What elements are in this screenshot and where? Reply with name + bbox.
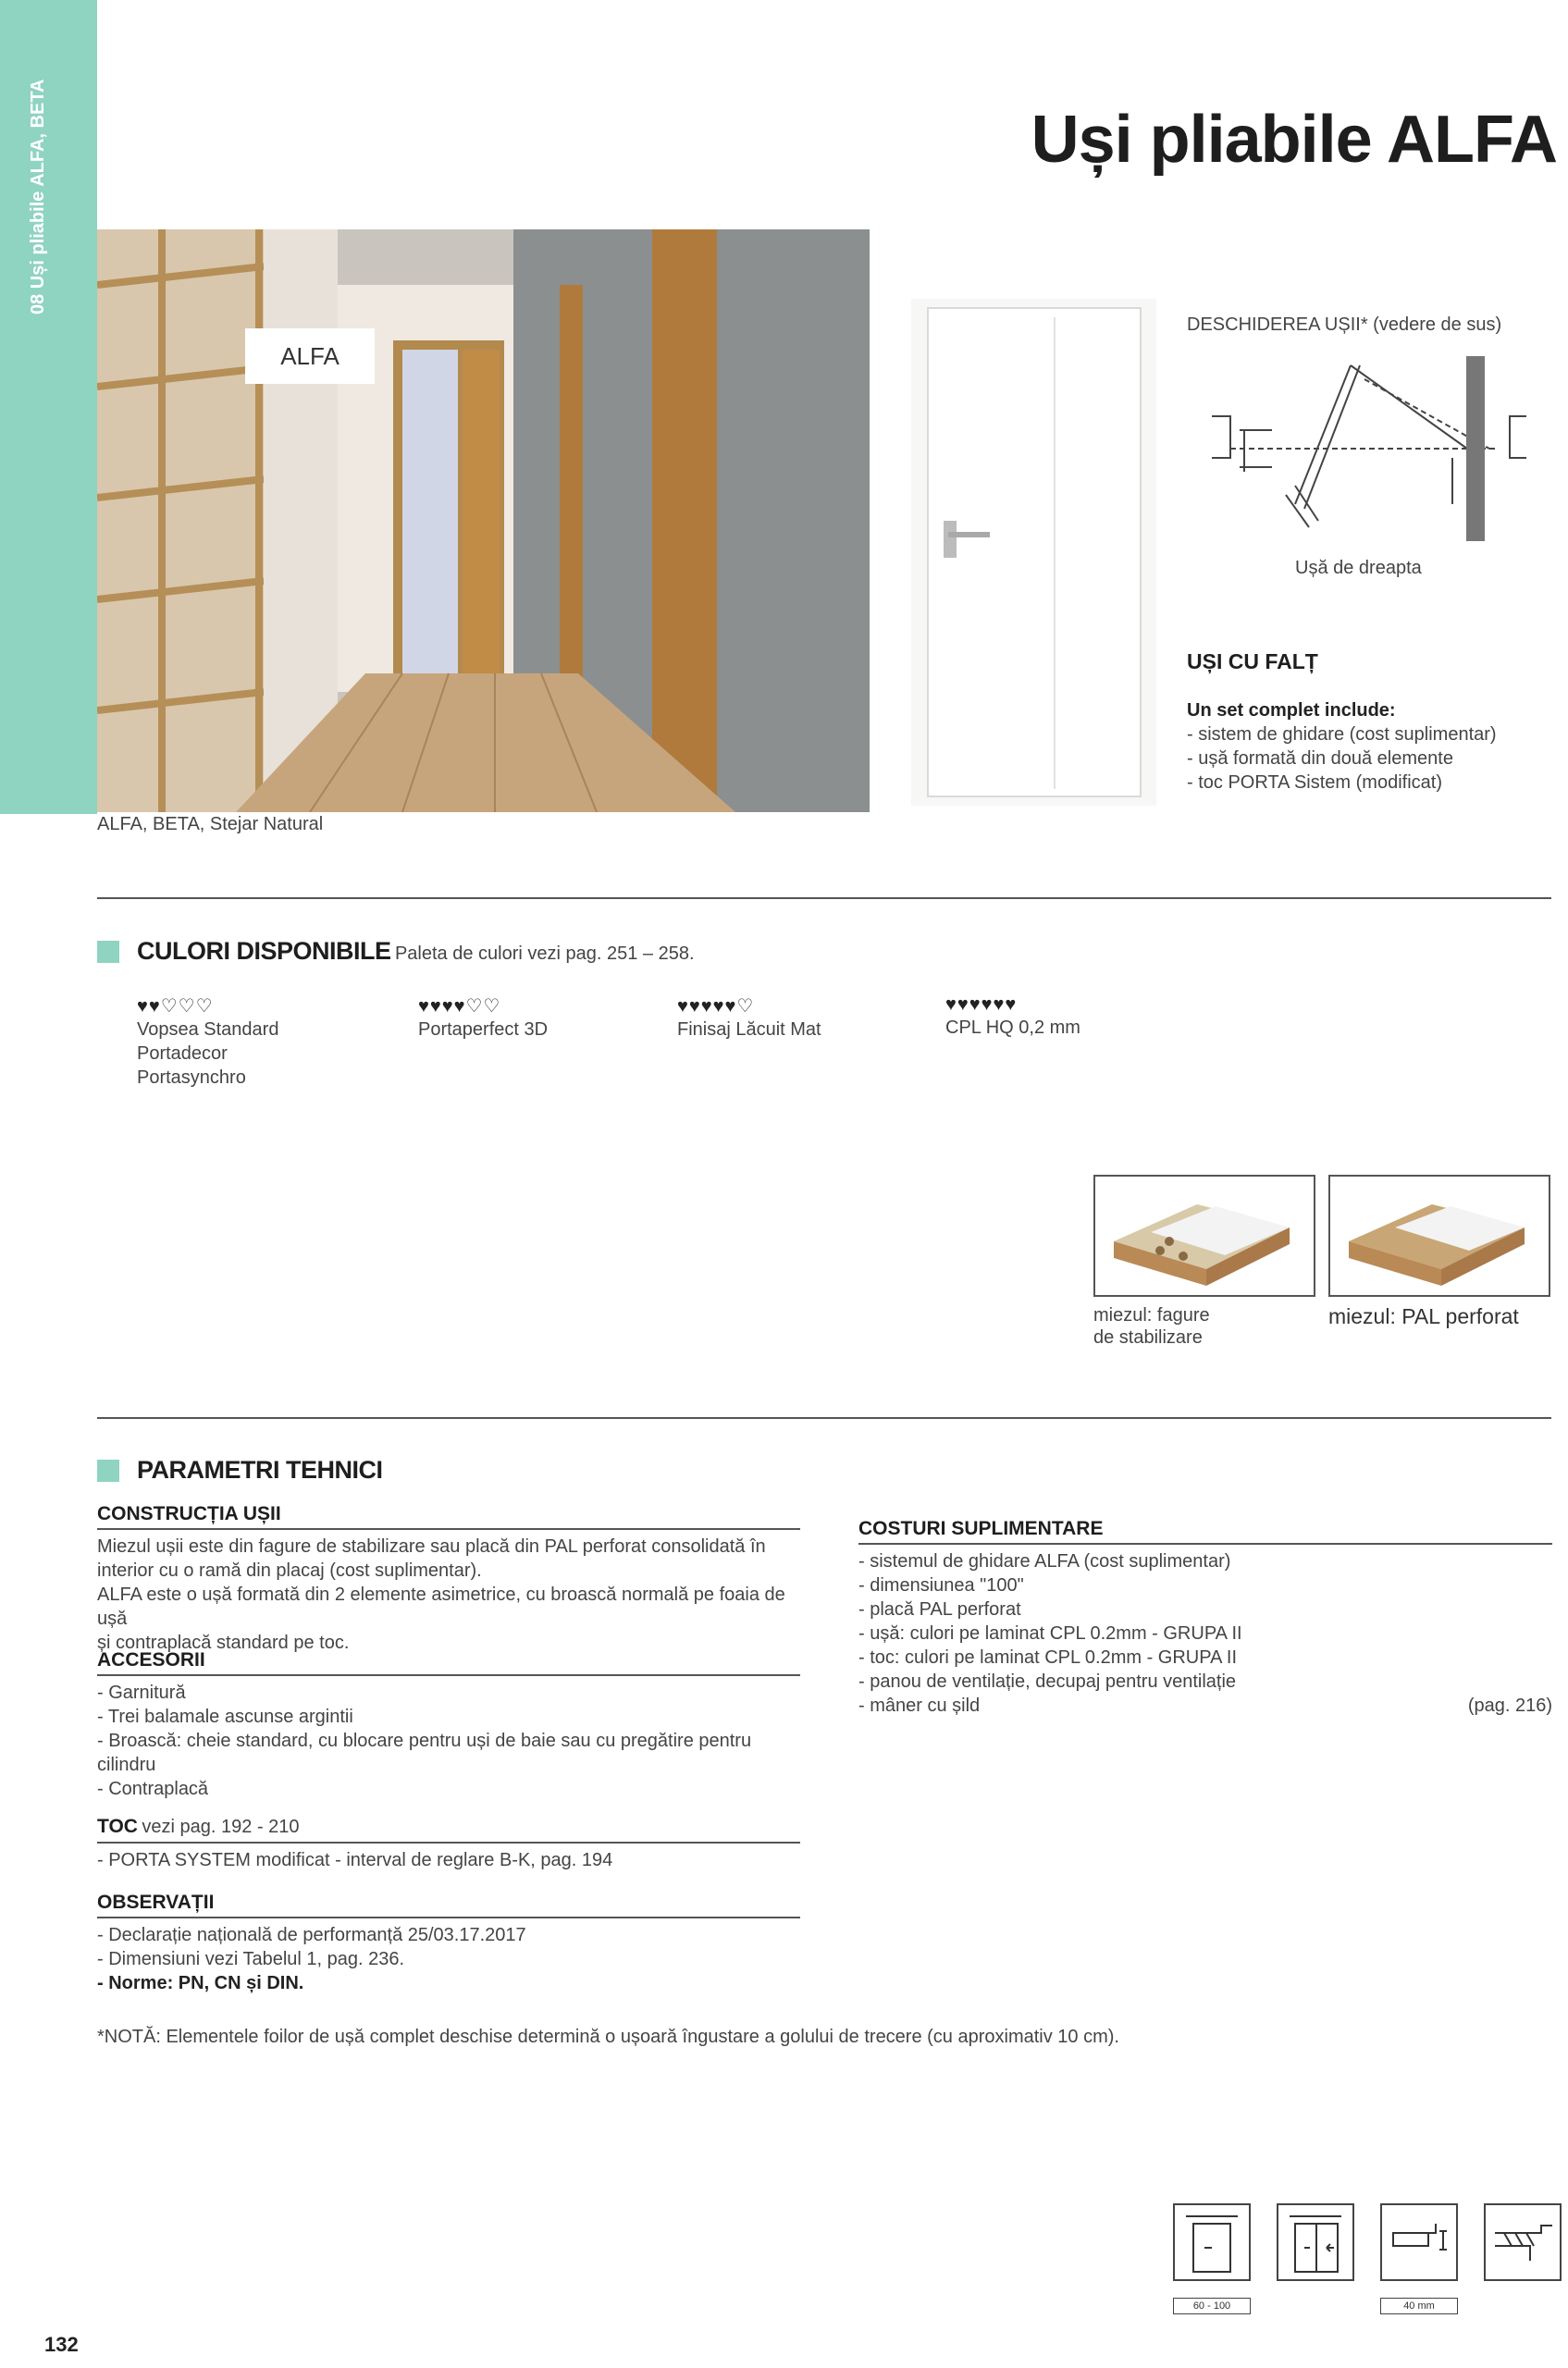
opening-caption: Ușă de dreapta — [1295, 558, 1422, 578]
sub-divider — [858, 1543, 1552, 1545]
color-option — [677, 994, 821, 1042]
falt-item: - sistem de ghidare (cost suplimentar) — [1187, 724, 1497, 745]
rating-icons: ♥♥♥♥♥♥ — [945, 994, 1018, 1015]
construction-block — [97, 1503, 800, 1655]
door-product-image — [911, 299, 1156, 806]
section-divider — [97, 1417, 1551, 1419]
core-honeycomb-image — [1093, 1175, 1315, 1297]
section-marker — [97, 1460, 119, 1482]
color-option — [945, 994, 1080, 1040]
photo-label: ALFA — [245, 328, 375, 384]
colors-subtitle: Paleta de culori vezi pag. 251 – 258. — [394, 944, 695, 964]
rating-icons: ♥♥♡♡♡ — [137, 996, 214, 1017]
core-label-line: miezul: PAL perforat — [1328, 1304, 1519, 1328]
core-label — [1328, 1304, 1519, 1329]
accessory-item: - Garnitură — [97, 1683, 186, 1703]
params-title: PARAMETRI TEHNICI — [137, 1456, 383, 1484]
notes-block — [97, 1892, 800, 1995]
color-option-label: Portasynchro — [137, 1067, 246, 1088]
notes-norms: - Norme: PN, CN și DIN. — [97, 1973, 304, 1993]
falt-title: UȘI CU FALȚ — [1187, 649, 1318, 673]
cost-item: - toc: culori pe laminat CPL 0.2mm - GRUPA II — [858, 1647, 1238, 1668]
color-option-label: Finisaj Lăcuit Mat — [677, 1019, 821, 1040]
falt-set — [1187, 698, 1497, 795]
construction-line: interior cu o ramă din placaj (cost suplimentar). — [97, 1560, 482, 1581]
accessories-title: ACCESORII — [97, 1649, 205, 1671]
sidebar-label: 08 Uși pliabile ALFA, BETA — [28, 79, 48, 314]
colors-heading — [137, 937, 695, 966]
core-pal-image — [1328, 1175, 1550, 1297]
cost-item-row — [858, 1694, 1552, 1718]
accessory-item: - Contraplacă — [97, 1779, 209, 1799]
toc-title: TOC — [97, 1816, 138, 1837]
toc-block — [97, 1815, 800, 1872]
rating-icons: ♥♥♥♥♥♡ — [677, 996, 755, 1017]
toc-ref: vezi pag. 192 - 210 — [142, 1817, 300, 1837]
accessory-item: - Broască: cheie standard, cu blocare pentru uși de baie sau cu pregătire pentru cilindru — [97, 1731, 752, 1775]
accessory-item: - Trei balamale ascunse argintii — [97, 1707, 353, 1727]
cost-item: - panou de ventilație, decupaj pentru ventilație — [858, 1671, 1237, 1692]
section-sidebar — [0, 0, 97, 814]
notes-item: - Dimensiuni vezi Tabelul 1, pag. 236. — [97, 1949, 405, 1969]
cost-item: - placă PAL perforat — [858, 1599, 1021, 1620]
section-marker — [97, 941, 119, 963]
cost-item: - ușă: culori pe laminat CPL 0.2mm - GRUPA II — [858, 1623, 1242, 1644]
accessories-block — [97, 1649, 800, 1801]
toc-item: - PORTA SYSTEM modificat - interval de reglare B-K, pag. 194 — [97, 1850, 613, 1870]
cost-page-ref: (pag. 216) — [1467, 1696, 1552, 1716]
costs-block — [858, 1518, 1552, 1718]
page-number: 132 — [44, 2333, 79, 2356]
notes-title: OBSERVAȚII — [97, 1892, 215, 1913]
door-width-icon — [1173, 2203, 1251, 2281]
sub-divider — [97, 1917, 800, 1918]
core-label-line: de stabilizare — [1093, 1327, 1203, 1348]
colors-title: CULORI DISPONIBILE — [137, 937, 391, 965]
sliding-door-icon — [1277, 2203, 1354, 2281]
section-divider — [97, 897, 1551, 899]
opening-diagram — [1203, 356, 1536, 546]
cost-item: - mâner cu șild — [858, 1696, 981, 1716]
notes-item: - Declarație națională de performanță 25/03.17.2017 — [97, 1925, 526, 1945]
page-title: Uși pliabile ALFA — [1031, 103, 1557, 177]
color-option-label: CPL HQ 0,2 mm — [945, 1018, 1080, 1038]
color-option-label: Portadecor — [137, 1043, 228, 1064]
construction-line: și contraplacă standard pe toc. — [97, 1633, 350, 1653]
sub-divider — [97, 1842, 800, 1844]
frame-thickness-icon — [1380, 2203, 1458, 2281]
rating-icons: ♥♥♥♥♡♡ — [418, 996, 501, 1017]
cost-item: - dimensiunea "100" — [858, 1575, 1024, 1596]
color-option-label: Vopsea Standard — [137, 1019, 279, 1040]
core-label — [1093, 1304, 1210, 1349]
falt-set-title: Un set complet include: — [1187, 700, 1396, 721]
sub-divider — [97, 1674, 800, 1676]
photo-caption: ALFA, BETA, Stejar Natural — [97, 814, 324, 834]
costs-title: COSTURI SUPLIMENTARE — [858, 1518, 1104, 1539]
cost-item: - sistemul de ghidare ALFA (cost suplimentar) — [858, 1551, 1231, 1572]
color-option — [418, 994, 548, 1042]
thickness-label: 40 mm — [1380, 2298, 1458, 2314]
construction-title: CONSTRUCȚIA UȘII — [97, 1503, 281, 1524]
construction-line: ALFA este o ușă formată din 2 elemente asimetrice, cu broască normală pe foaia de ușă — [97, 1585, 785, 1629]
sub-divider — [97, 1528, 800, 1530]
rebate-icon — [1484, 2203, 1562, 2281]
width-range-label: 60 - 100 — [1173, 2298, 1251, 2314]
hallway-photo — [97, 229, 870, 812]
falt-item: - toc PORTA Sistem (modificat) — [1187, 772, 1442, 793]
construction-line: Miezul ușii este din fagure de stabilizare sau placă din PAL perforat consolidată în — [97, 1536, 766, 1557]
core-label-line: miezul: fagure — [1093, 1305, 1210, 1326]
footnote: *NOTĂ: Elementele foilor de ușă complet deschise determină o ușoară îngustare a golului de trecere (cu aproximativ 10 cm). — [97, 2027, 1119, 2047]
falt-item: - ușă formată din două elemente — [1187, 748, 1453, 769]
color-option-label: Portaperfect 3D — [418, 1019, 549, 1040]
opening-title: DESCHIDEREA UȘII* (vedere de sus) — [1187, 314, 1502, 335]
color-option — [137, 994, 278, 1090]
